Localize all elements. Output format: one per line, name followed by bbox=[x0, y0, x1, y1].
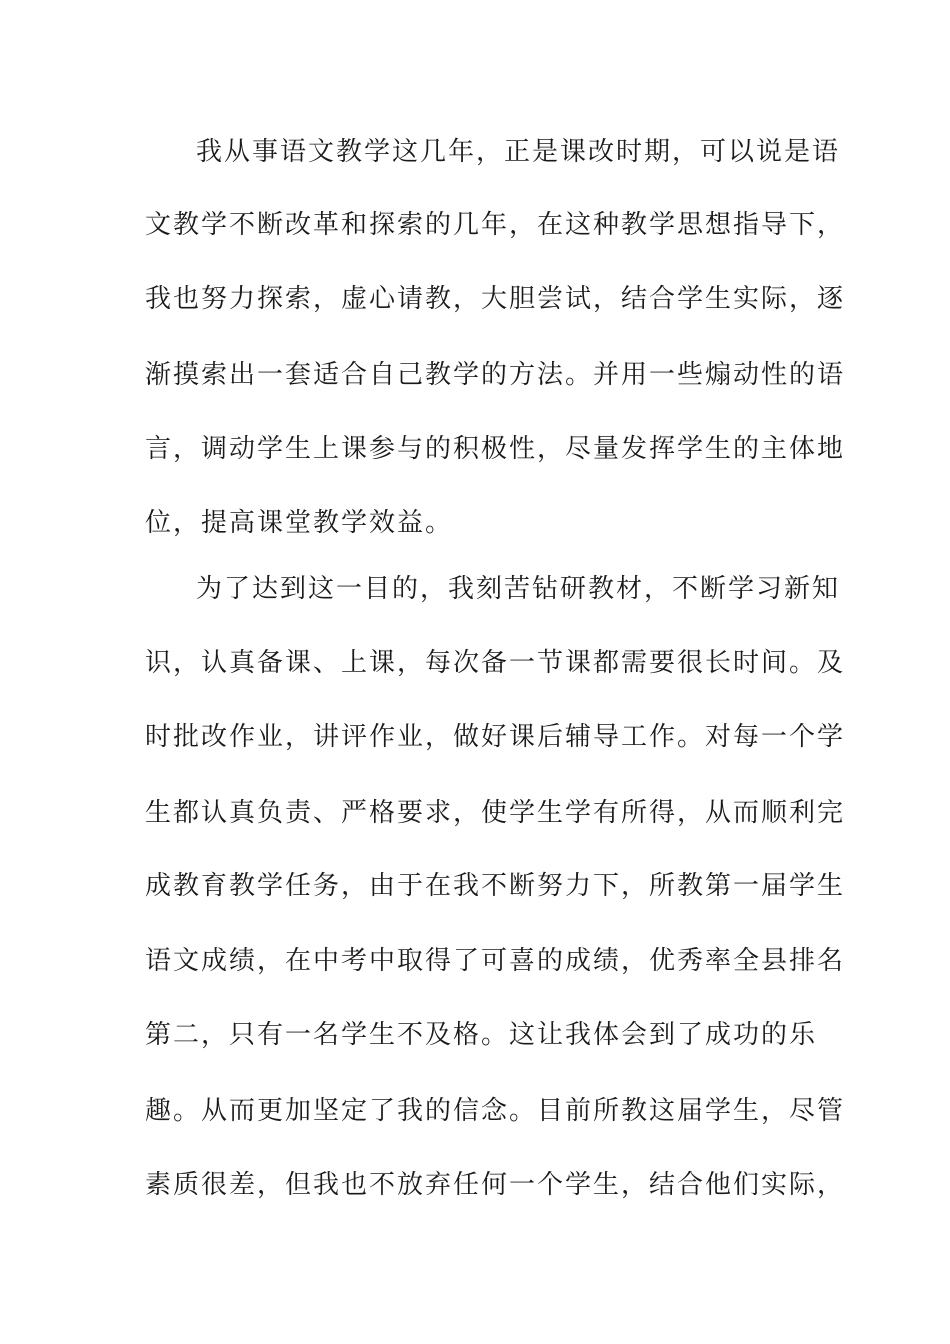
paragraph-2-line-8: 趣。从而更加坚定了我的信念。目前所教这届学生，尽管 bbox=[145, 1096, 846, 1126]
paragraph-1-line-5: 言，调动学生上课参与的积极性，尽量发挥学生的主体地 bbox=[145, 434, 846, 464]
paragraph-1-line-4: 渐摸索出一套适合自己教学的方法。并用一些煽动性的语 bbox=[145, 360, 846, 390]
paragraph-1-line-2: 文教学不断改革和探索的几年，在这种教学思想指导下， bbox=[145, 210, 846, 240]
paragraph-1-line-6: 位，提高课堂教学效益。 bbox=[145, 508, 454, 538]
paragraph-2-line-2: 识，认真备课、上课，每次备一节课都需要很长时间。及 bbox=[145, 648, 846, 678]
paragraph-2-line-7: 第二，只有一名学生不及格。这让我体会到了成功的乐 bbox=[145, 1020, 818, 1050]
paragraph-2-line-1: 为了达到这一目的，我刻苦钻研教材，不断学习新知 bbox=[196, 574, 841, 604]
paragraph-1-line-1: 我从事语文教学这几年，正是课改时期，可以说是语 bbox=[196, 137, 841, 167]
paragraph-2-line-5: 成教育教学任务，由于在我不断努力下，所教第一届学生 bbox=[145, 871, 846, 901]
paragraph-2-line-4: 生都认真负责、严格要求，使学生学有所得，从而顺利完 bbox=[145, 798, 846, 828]
paragraph-2-line-3: 时批改作业，讲评作业，做好课后辅导工作。对每一个学 bbox=[145, 722, 846, 752]
paragraph-2-line-6: 语文成绩，在中考中取得了可喜的成绩，优秀率全县排名 bbox=[145, 946, 846, 976]
paragraph-2-line-9: 素质很差，但我也不放弃任何一个学生，结合他们实际， bbox=[145, 1170, 846, 1200]
paragraph-1-line-3: 我也努力探索，虚心请教，大胆尝试，结合学生实际，逐 bbox=[145, 284, 846, 314]
